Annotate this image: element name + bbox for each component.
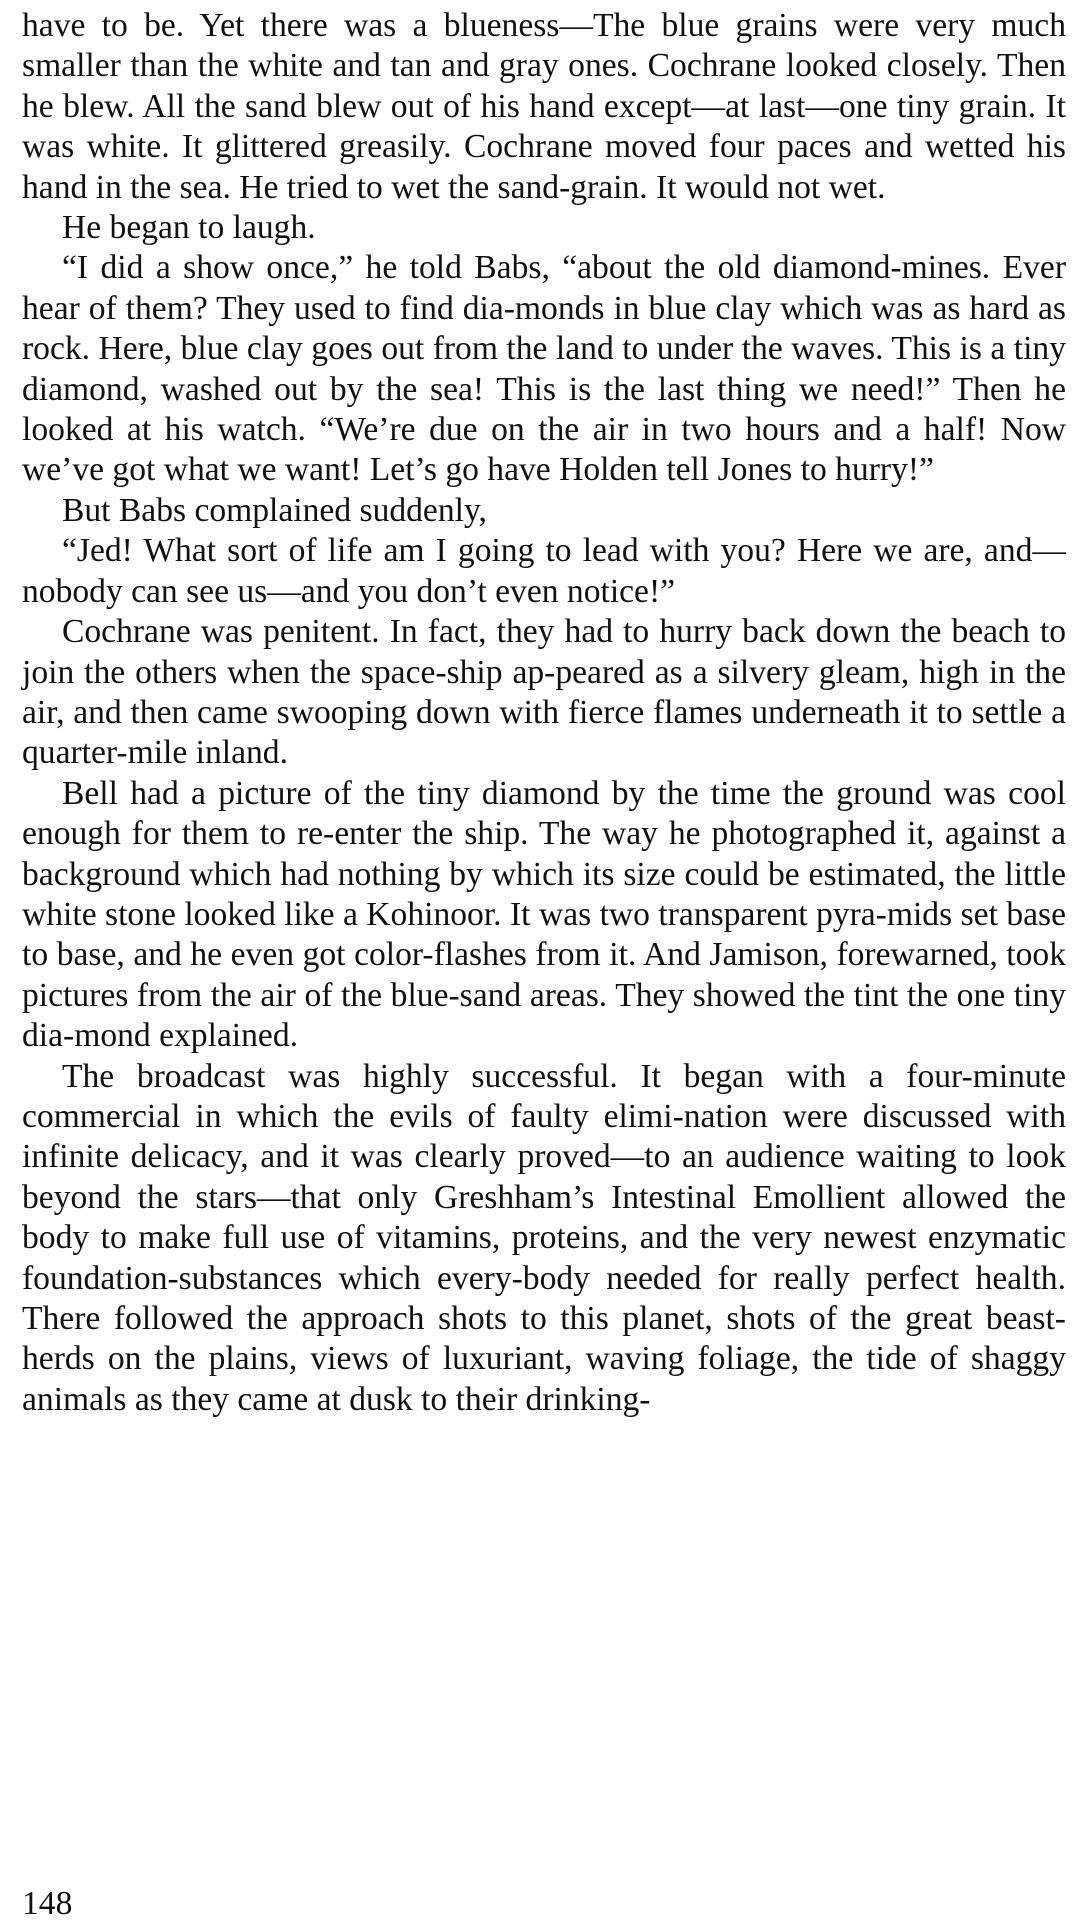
- paragraph-broadcast: The broadcast was highly successful. It began with a four-minute commercial in which the evils of faulty elimi-nation were discussed with infinite delicacy, and it was clearly proved—to an audience waiting to look beyond the stars—that only Greshham’s Intestinal Emollient allowed the body to make full use of vitamins, proteins, and the very newest enzymatic foundation-substances which every-body needed for really perfect health. There followed the approach shots to this planet, shots of the great beast-herds on the plains, views of luxuriant, waving foliage, the tide of shaggy animals as they came at dusk to their drinking-: [22, 1057, 1066, 1418]
- paragraph-space-ship: Cochrane was penitent. In fact, they had to hurry back down the beach to join the others when the space-ship ap-peared as a silvery gleam, high in the air, and then came swooping down with fierce flames underneath it to settle a quarter-mile inland.: [22, 613, 1066, 772]
- paragraph-cochrane-laughs: He began to laugh.: [62, 209, 316, 247]
- paragraph-babs-dialogue: “Jed! What sort of life am I going to lead with you? Here we are, and—nobody can see us—and you don’t even notice!”: [22, 532, 1066, 610]
- paragraph-continuation: have to be. Yet there was a blueness—The blue grains were very much smaller than the white and tan and gray ones. Cochrane looked closely. Then he blew. All the sand blew out of his hand except—at last—one tiny grain. It was white. It glittered greasily. Cochrane moved four paces and wetted his hand in the sea. He tried to wet the sand-grain. It would not wet.: [22, 7, 1066, 206]
- page-body: [22, 6, 1066, 1420]
- page-number: 148: [22, 1885, 73, 1922]
- paragraph-babs-complains: But Babs complained suddenly,: [62, 491, 487, 529]
- paragraph-diamond-mines: “I did a show once,” he told Babs, “about the old diamond-mines. Ever hear of them? They used to find dia-monds in blue clay which was as hard as rock. Here, blue clay goes out from the land to under the waves. This is a tiny diamond, washed out by the sea! This is the last thing we need!” Then he looked at his watch. “We’re due on the air in two hours and a half! Now we’ve got what we want! Let’s go have Holden tell Jones to hurry!”: [22, 249, 1066, 489]
- paragraph-bell-picture: Bell had a picture of the tiny diamond by the time the ground was cool enough for them to re-enter the ship. The way he photographed it, against a background which had nothing by which its size could be estimated, the little white stone looked like a Kohinoor. It was two transparent pyra-mids set base to base, and he even got color-flashes from it. And Jamison, forewarned, took pictures from the air of the blue-sand areas. They showed the tint the one tiny dia-mond explained.: [22, 774, 1066, 1055]
